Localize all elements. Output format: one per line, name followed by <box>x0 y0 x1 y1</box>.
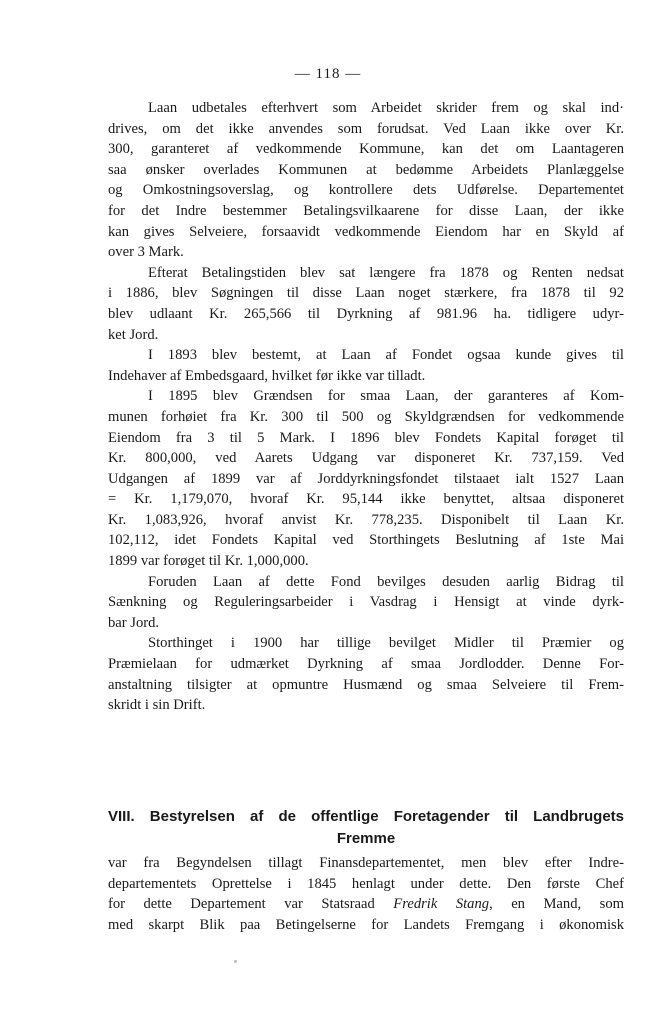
paragraph <box>108 98 624 263</box>
section-heading <box>108 806 624 850</box>
text-fragment: , en Mand, som <box>489 896 624 913</box>
text-line: Sænkning og Reguleringsarbeider i Vasdrag i Hensigt at vinde dyrk- <box>108 594 624 611</box>
main-text <box>108 98 624 716</box>
section-heading-line: VIII. Bestyrelsen af de offentlige Foretagender til Landbrugets <box>108 808 624 825</box>
text-line: I 1895 blev Grændsen for smaa Laan, der garanteres af Kom- <box>148 388 624 405</box>
text-line: Kr. 800,000, ved Aarets Udgang var disponeret Kr. 737,159. Ved <box>108 450 624 467</box>
text-line: Foruden Laan af dette Fond bevilges desuden aarlig Bidrag til <box>148 573 624 590</box>
text-line: 300, garanteret af vedkommende Kommune, kan det om Laantageren <box>108 141 624 158</box>
text-line: drives, om det ikke anvendes som forudsat. Ved Laan ikke over Kr. <box>108 120 624 137</box>
text-line: ket Jord. <box>108 326 159 343</box>
text-line: i 1886, blev Søgningen til disse Laan noget stærkere, fra 1878 til 92 <box>108 285 624 302</box>
page-speck <box>234 960 237 963</box>
text-line: over 3 Mark. <box>108 244 184 261</box>
text-line: med skarpt Blik paa Betingelserne for Landets Fremgang i økonomisk <box>108 916 624 933</box>
text-line: anstaltning tilsigter at opmuntre Husmænd og smaa Selveiere til Frem- <box>108 676 624 693</box>
text-line: blev udlaant Kr. 265,566 til Dyrkning af 981.96 ha. tidligere udyr- <box>108 305 624 322</box>
text-line: Præmielaan for udmærket Dyrkning af smaa Jordlodder. Denne For- <box>108 656 624 673</box>
text-line: I 1893 blev bestemt, at Laan af Fondet ogsaa kunde gives til <box>148 347 624 364</box>
text-line: Udgangen af 1899 var af Jorddyrkningsfondet tilstaaet ialt 1527 Laan <box>108 470 624 487</box>
text-line: skridt i sin Drift. <box>108 697 206 714</box>
text-line: Laan udbetales efterhvert som Arbeidet skrider frem og skal ind· <box>148 100 624 116</box>
text-line: Storthinget i 1900 har tillige bevilget Midler til Præmier og <box>148 635 624 652</box>
paragraph <box>108 572 624 634</box>
text-line <box>108 894 624 915</box>
text-fragment: for dette Departement var Statsraad <box>108 896 394 913</box>
text-line: Eiendom fra 3 til 5 Mark. I 1896 blev Fondets Kapital forøget til <box>108 429 624 446</box>
text-line: 102,112, idet Fondets Kapital ved Storthingets Beslutning af 1ste Mai <box>108 532 624 549</box>
person-name: Fredrik Stang <box>393 896 490 913</box>
text-line: for det Indre bestemmer Betalingsvilkaarene for disse Laan, der ikke <box>108 202 624 219</box>
text-line: Indehaver af Embedsgaard, hvilket før ikke var tilladt. <box>108 367 426 384</box>
paragraph <box>108 263 624 345</box>
text-line: 1899 var forøget til Kr. 1,000,000. <box>108 553 309 570</box>
section-text <box>108 853 624 935</box>
text-line: Efterat Betalingstiden blev sat længere fra 1878 og Renten nedsat <box>148 264 624 281</box>
text-line: munen forhøiet fra Kr. 300 til 500 og Skyldgrændsen for vedkommende <box>108 408 624 425</box>
text-line: var fra Begyndelsen tillagt Finansdepartementet, men blev efter Indre- <box>108 855 624 871</box>
paragraph <box>108 633 624 715</box>
text-line: Kr. 1,083,926, hvoraf anvist Kr. 778,235. Disponibelt til Laan Kr. <box>108 511 624 528</box>
text-line: departementets Oprettelse i 1845 henlagt under dette. Den første Chef <box>108 875 624 892</box>
page-number: — 118 — <box>294 66 362 82</box>
paragraph <box>108 345 624 386</box>
text-line: kan gives Selveiere, forsaavidt vedkommende Eiendom har en Skyld af <box>108 223 624 240</box>
text-line: bar Jord. <box>108 614 160 631</box>
text-line: = Kr. 1,179,070, hvoraf Kr. 95,144 ikke benyttet, altsaa disponeret <box>108 491 624 508</box>
text-line: og Omkostningsoverslag, og kontrollere dets Udførelse. Departementet <box>108 182 624 199</box>
section-heading-line: Fremme <box>336 830 396 847</box>
text-line: saa ønsker overlades Kommunen at bedømme Arbeidets Planlæggelse <box>108 161 624 178</box>
paragraph <box>108 386 624 571</box>
